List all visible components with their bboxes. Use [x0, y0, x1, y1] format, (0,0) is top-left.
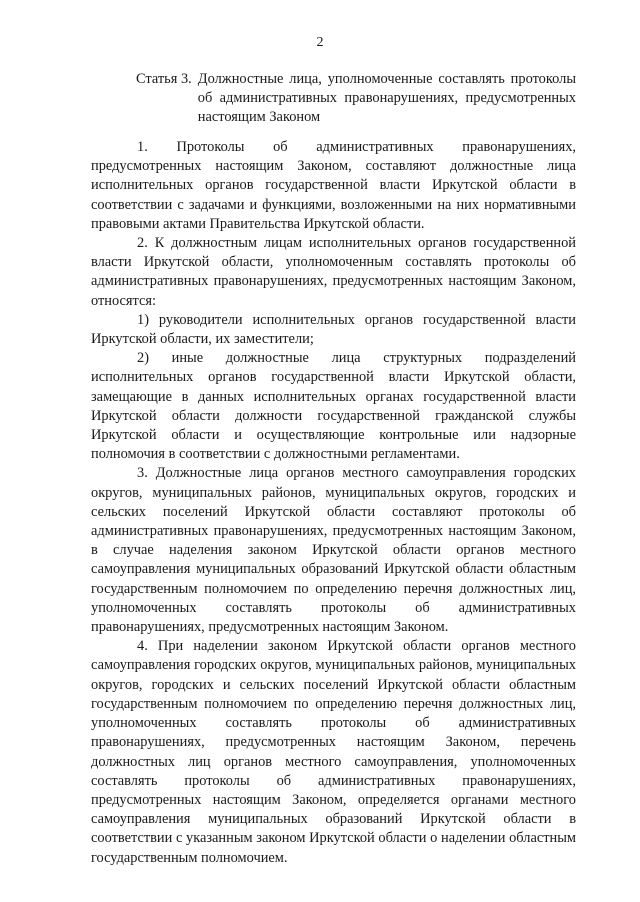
paragraph-3: 3. Должностные лица органов местного самоуправления городских округов, муниципальных районов, муниципальных округов, городских и сельских поселений Иркутской области составляют протоколы об административных правонарушениях, предусмотренных настоящим Законом, в случае наделения законом Иркутской области органов местного самоуправления муниципальных образований Иркутской области областным государственным полномочием по определению перечня должностных лиц, уполномоченных составлять протоколы об административных правонарушениях, предусмотренных настоящим Законом. [91, 465, 576, 636]
article-heading [136, 70, 576, 127]
paragraph-2: 2. К должностным лицам исполнительных органов государственной власти Иркутской области, уполномоченным составлять протоколы об административных правонарушениях, предусмотренных настоящим Законом, относятся: [91, 235, 576, 309]
paragraph-2-item-2: 2) иные должностные лица структурных подразделений исполнительных органов государственной власти Иркутской области, замещающие в данных исполнительных органах государственной власти Иркутской области должности государственной гражданской службы Иркутской области и осуществляющие контрольные или надзорные полномочия в соответствии с должностными регламентами. [91, 350, 576, 463]
paragraph-4: 4. При наделении законом Иркутской области органов местного самоуправления городских округов, муниципальных районов, муниципальных округов, городских и сельских поселений Иркутской области областным государственным полномочием по определению перечня должностных лиц, уполномоченных составлять протоколы об административных правонарушениях, предусмотренных настоящим Законом, перечень должностных лиц органов местного самоуправления, уполномоченных составлять протоколы об административных правонарушениях, предусмотренных настоящим Законом, определяется органами местного самоуправления муниципальных образований Иркутской области в соответствии с указанным законом Иркутской области о наделении областным государственным полномочием. [91, 638, 576, 866]
article-body [91, 138, 576, 868]
article-title: Должностные лица, уполномоченные составлять протоколы об административных правонарушениях, предусмотренных настоящим Законом [197, 71, 576, 125]
paragraph-1: 1. Протоколы об административных правонарушениях, предусмотренных настоящим Законом, составляют должностные лица исполнительных органов государственной власти Иркутской области в соответствии с задачами и функциями, возложенными на них нормативными правовыми актами Правительства Иркутской области. [91, 139, 576, 232]
article-label: Статья 3. [136, 71, 192, 87]
page-number: 2 [316, 35, 324, 50]
paragraph-2-item-1: 1) руководители исполнительных органов государственной власти Иркутской области, их заместители; [91, 311, 576, 348]
